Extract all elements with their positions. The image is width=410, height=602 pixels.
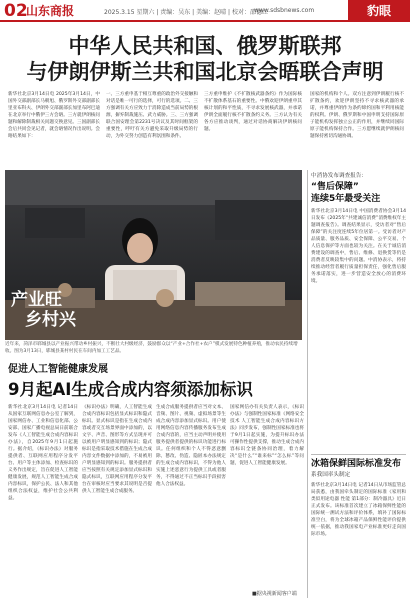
photo-overlay-line1: 产业旺 bbox=[11, 290, 62, 310]
lead-col-4: 国家的机构和个人。双方注意到伊朗履行核不扩散条约，欢迎伊朗坚持不寻求核武器的承诺，并尊重伊朗作为条约缔约国和平利用核能的权利。伊朗、俄罗斯和中国申明支持国际原子能机构发挥独立公正的作用，并继续同国际原子能机构保持合作。三方愿继续就伊朗核问题保持密切沟通协调。 bbox=[310, 92, 404, 139]
ai-headline: 9月起AI生成合成内容须添加标识 bbox=[8, 380, 253, 399]
fridge-subhead: 系我国率头制定 bbox=[311, 472, 351, 478]
lead-headline-line2: 与伊朗伊斯兰共和国北京会晤联合声明 bbox=[26, 60, 384, 84]
ai-col-2: 《标识办法》明确，人工智能生成合成内容标识包括显式标识和隐式标识。显式标识是指在生成合成内容或者交互场景界面中添加的，以文字、声音、图形等方式呈现并可以被用户明显感知到的标识；隐式标识是指采取技术措施在生成合成内容文件数据中添加的，不易被用户明显感知到的标识。服务提供者应当按照有关规定添加显式标识和隐式标识，互联网应用程序分发平台在审核时应当要求其说明是否提供人工智能生成合成服务。 bbox=[82, 405, 152, 494]
column-divider bbox=[307, 170, 308, 598]
ai-col-3: 生成合成服务提供者应当对文本、音频、图片、视频、虚拟场景等生成合成内容添加显式标识。用户使用网络信息内容传播服务发布生成合成内容的，应当主动声明并使用服务提供者提供的标识功能进行标识。任何组织和个人不得恶意删除、篡改、伪造、隐匿本办法规定的生成合成内容标识，不得为他人实施上述恶意行为提供工具或者服务，不得通过不正当标识手段损害他人合法权益。 bbox=[156, 405, 226, 487]
lead-headline-line1: 中华人民共和国、俄罗斯联邦 bbox=[68, 34, 342, 58]
masthead bbox=[0, 0, 410, 22]
ai-col-1: 新华社北京3月14日电 记者14日从国家互联网信息办公室了解到，国家网信办、工业和信息化部、公安部、国家广播电视总局日前联合发布《人工智能生成合成内容标识办法》，自2025年9月1日起施行。据介绍，《标识办法》对服务提供者、互联网应用程序分发平台、用户等主体添加、检查标识的义务作出规定，旨在促进人工智能健康发展，规范人工智能生成合成内容标识，保护公民、法人和其他组织合法权益，维护社会公共利益。 bbox=[8, 405, 78, 501]
consumer-headline-line2: 连续5年最受关注 bbox=[311, 194, 381, 204]
ai-author: ■据央视新闻客户端 bbox=[252, 591, 297, 597]
lead-col-2: 一、三方重申基于相互尊重的政治外交接触和对话是唯一可行的选择，可行的选项。二、三方强调有关方应致力于消除造成当前局势的根源，摒弃制裁施压、武力威胁。三、三方强调联合国安理会第2231号决议及其时间框架的重要性，呼吁有关方避免采取升级局势的行动，为外交努力创造有利氛围和条件。 bbox=[106, 92, 198, 139]
issue-meta: 2025.3.15 星期六 | 责编：吴东 | 美编：赵晴 | 校对：邵德红 bbox=[104, 9, 268, 16]
website[interactable]: www.sdsbnews.com bbox=[254, 7, 315, 14]
right-divider bbox=[311, 454, 406, 455]
page-number: 02 bbox=[4, 1, 28, 21]
photo-overlay-line2: 乡村兴 bbox=[25, 310, 76, 330]
fridge-body: 新华社北京3月14日电 记者14日从市场监管总局获悉，由我国牵头制定的国际标准《家用和类似用途电器 性能 第1部分：制冷器具》近日正式发布。该标准首次建立了冰箱保鲜性能的国际统一测试方法和评价体系，填补了国际标准空白，将为全球冰箱产品保鲜性能评价提供统一依据，推动我国家电产业标准更好走向国际市场。 bbox=[311, 483, 406, 537]
ai-col-4: 国家网信办有关负责人表示，《标识办法》与强制性国家标准《网络安全技术 人工智能生成合成内容标识方法》同步发布，强制性国家标准也将于9月1日起实施，为提升标识办法可操作性提供支撑，推动生成合成内容标识全链条协同治理，着力解决“是什么”“谁来标”“怎么标”等问题，促进人工智能健康发展。 bbox=[230, 405, 304, 466]
photo-caption: 近年来，菏泽市郓城县以产业振兴带动乡村振兴，不断壮大村级经济，鼓励群众以“产业+合作社+农户”模式发展特色种植养殖，推动农民持续增收。图为3月13日，郓城县某村村民在车间内加工工艺品。 bbox=[5, 342, 298, 354]
section-badge: 豹眼 bbox=[348, 0, 410, 22]
consumer-kicker: 中消协发布调查报告： bbox=[311, 173, 367, 179]
consumer-headline-line1: “售后保障” bbox=[311, 182, 359, 192]
lead-col-3: 三方重申维护《不扩散核武器条约》作为国际核不扩散体系基石的重要性。中俄欢迎伊朗重申其核计划的和平性质，不寻求发展核武器，并承诺伊朗全面履行核不扩散条约义务。三方认为有关各方应推动谈判，通过对话协商解决伊朗核问题。 bbox=[204, 92, 302, 132]
ai-kicker: 促进人工智能健康发展 bbox=[8, 364, 108, 375]
fridge-headline: 冰箱保鲜国际标准发布 bbox=[311, 459, 402, 469]
consumer-body: 新华社北京3月14日电 中国消费者协会3月14日发布《2025年“共建诚信消费”消费维权年主题调查报告》。调查结果显示，受访者对“售后保障”的关注度连续5年位居第一。受访者对产品质量、服务品质、安全保障、公平交易、个人信息保护等方面也较为关注。在关于诚信消费建设的调查中，售后、维修、退换货等仍是消费者反映较集中的问题。中消协表示，将持续推动经营者履行质量担保责任，强化售后服务承诺落实，进一步营造安全放心的消费环境。 bbox=[311, 209, 406, 284]
factory-photo bbox=[5, 170, 302, 340]
lead-col-1: 新华社北京3月14日电 2025年3月14日，中国外交部副部长马朝旭、俄罗斯外交部副部长里亚布科夫、伊朗外交部副部长加里布阿巴迪在北京举行中俄伊三方会晤。三方就伊朗核问题和解除制裁相关问题交换意见。三国副部长会后共同会见记者，就会晤情况作出说明。会晤结果如下： bbox=[8, 92, 100, 139]
paper-name: 山东商报 bbox=[26, 4, 75, 18]
